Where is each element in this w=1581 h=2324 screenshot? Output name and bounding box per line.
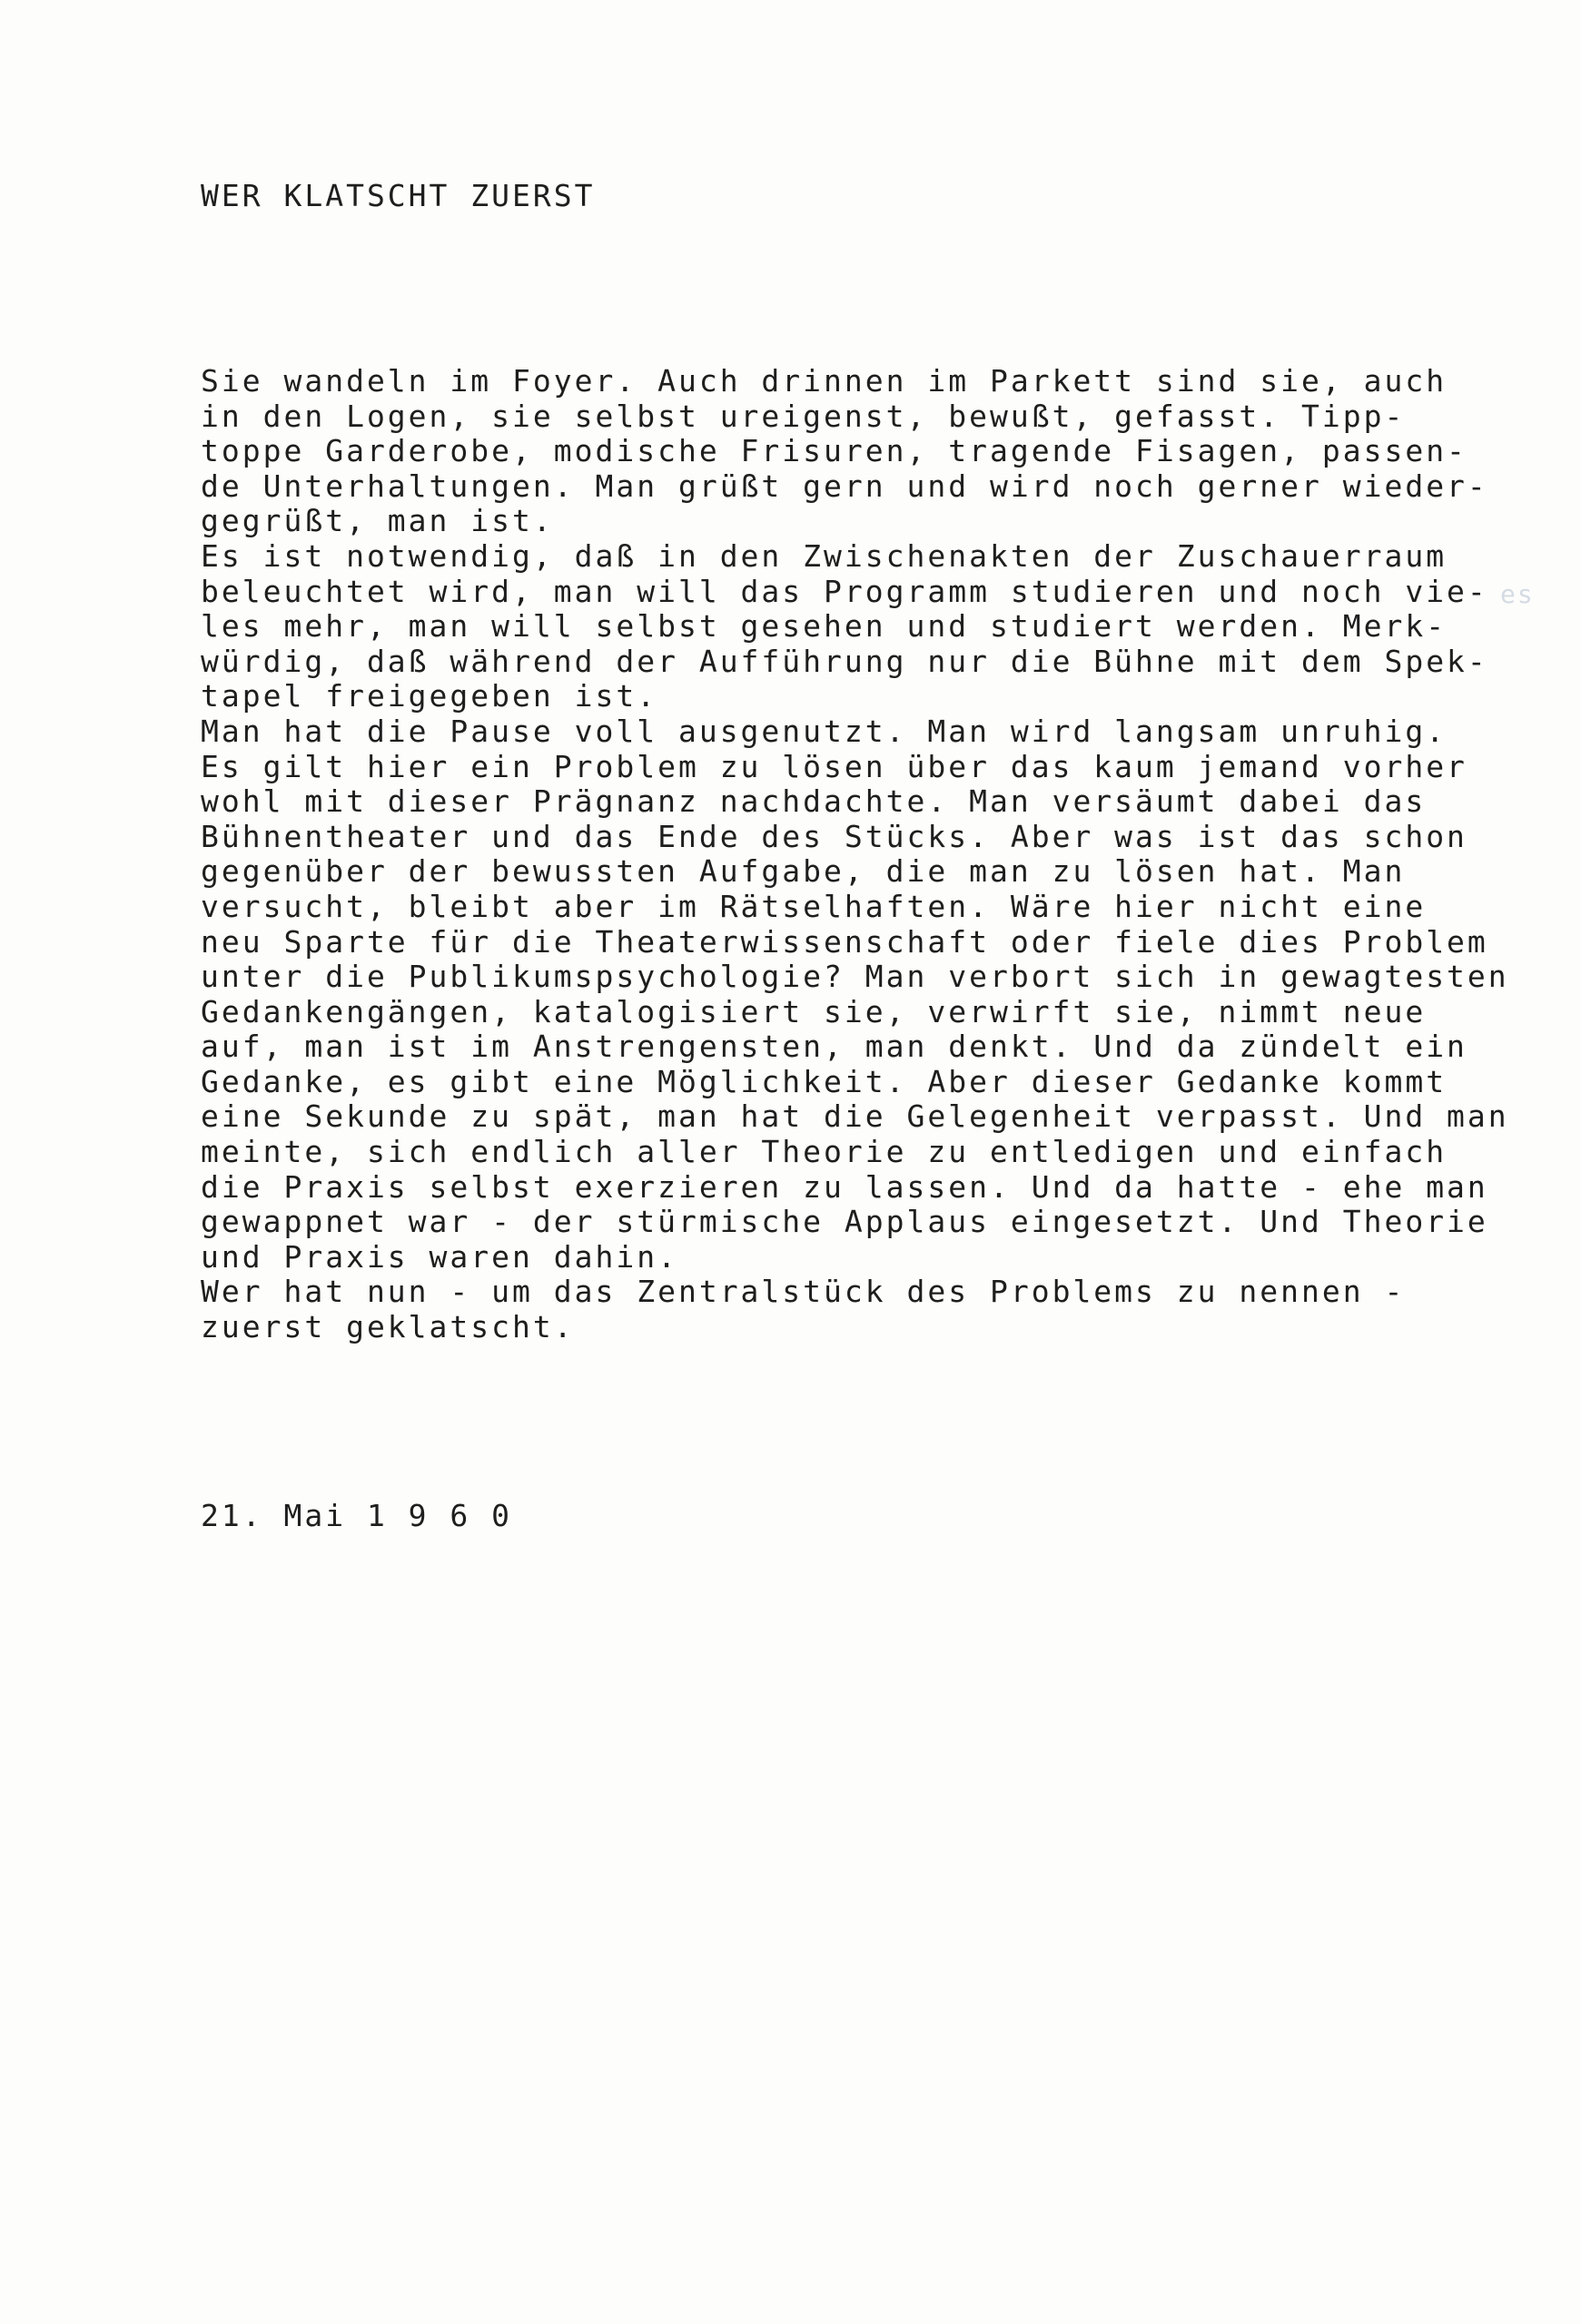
body-line: Gedankengängen, katalogisiert sie, verwirft sie, nimmt neue [201,993,1427,1029]
body-line: unter die Publikumspsychologie? Man verbort sich in gewagtesten [201,959,1509,995]
body-line: beleuchtet wird, man will das Programm studieren und noch vie- [201,573,1488,609]
body-line: Gedanke, es gibt eine Möglichkeit. Aber dieser Gedanke kommt [201,1063,1448,1099]
body-line: de Unterhaltungen. Man grüßt gern und wird noch gerner wieder- [201,468,1488,504]
document-title: WER KLATSCHT ZUERST [201,178,596,213]
body-line: Es ist notwendig, daß in den Zwischenakten der Zuschauerraum [201,537,1448,574]
body-line: les mehr, man will selbst gesehen und studiert werden. Merk- [201,608,1448,645]
document-body [201,364,1509,1345]
body-line: und Praxis waren dahin. [201,1238,678,1275]
body-line: eine Sekunde zu spät, man hat die Gelegenheit verpasst. Und man [201,1098,1509,1135]
body-line: gegenüber der bewussten Aufgabe, die man zu lösen hat. Man [201,853,1406,890]
body-line: Bühnentheater und das Ende des Stücks. Aber was ist das schon [201,818,1467,854]
body-line: wohl mit dieser Prägnanz nachdachte. Man versäumt dabei das [201,783,1427,820]
body-line: Es gilt hier ein Problem zu lösen über das kaum jemand vorher [201,748,1467,784]
body-line: tapel freigegeben ist. [201,678,658,714]
margin-mark: es [1500,579,1535,609]
body-line: neu Sparte für die Theaterwissenschaft oder fiele dies Problem [201,923,1488,960]
body-line: gewappnet war - der stürmische Applaus eingesetzt. Und Theorie [201,1204,1488,1240]
body-line: auf, man ist im Anstrengensten, man denkt. Und da zündelt ein [201,1029,1467,1065]
body-line: meinte, sich endlich aller Theorie zu entledigen und einfach [201,1134,1448,1170]
body-line: Man hat die Pause voll ausgenutzt. Man wird langsam unruhig. [201,713,1448,749]
body-line: zuerst geklatscht. [201,1309,575,1345]
body-line: in den Logen, sie selbst ureigenst, bewußt, gefasst. Tipp- [201,398,1406,434]
body-line: versucht, bleibt aber im Rätselhaften. Wäre hier nicht eine [201,888,1427,924]
body-line: toppe Garderobe, modische Frisuren, tragende Fisagen, passen- [201,433,1467,469]
body-line: würdig, daß während der Aufführung nur die Bühne mit dem Spek- [201,643,1488,679]
document-date: 21. Mai 1 9 6 0 [201,1498,513,1533]
body-line: gegrüßt, man ist. [201,503,554,539]
body-line: Sie wandeln im Foyer. Auch drinnen im Parkett sind sie, auch [201,363,1448,399]
body-line: die Praxis selbst exerzieren zu lassen. Und da hatte - ehe man [201,1168,1488,1205]
body-line: Wer hat nun - um das Zentralstück des Problems zu nennen - [201,1274,1406,1310]
